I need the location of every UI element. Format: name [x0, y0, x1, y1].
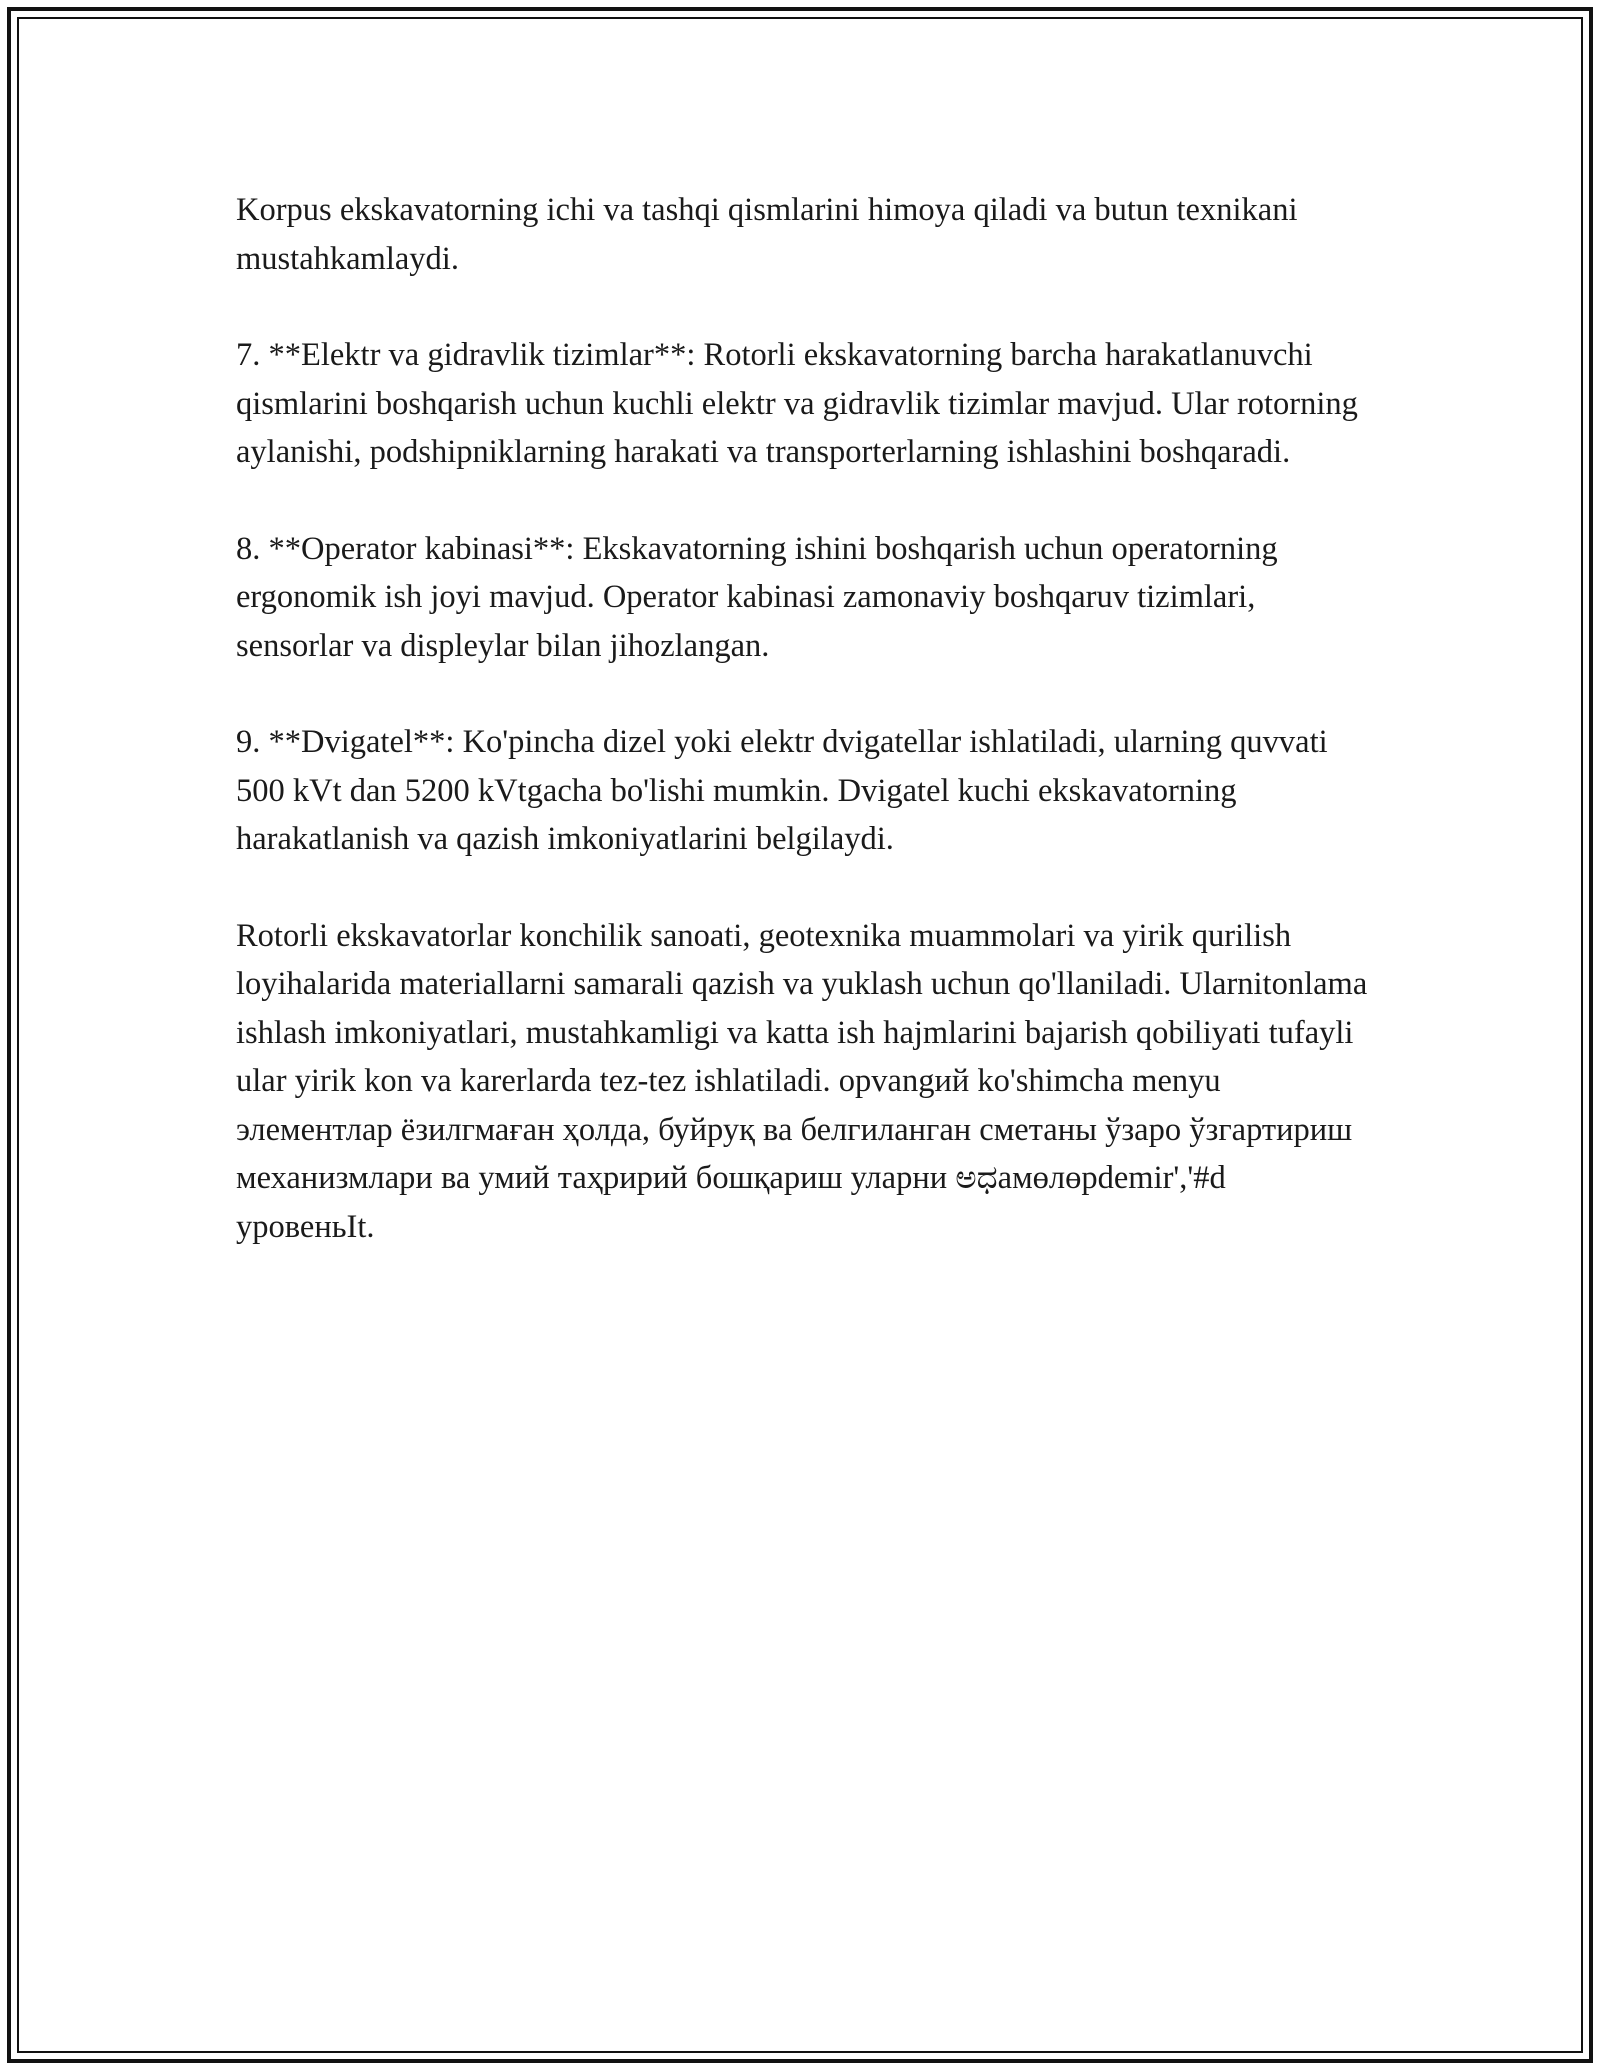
paragraph-operator-kabinasi: 8. **Operator kabinasi**: Ekskavatorning ishini boshqarish uchun operatorning ergonomik ish joyi mavjud. Operator kabinasi zamonaviy boshqaruv tizimlari, sensorlar va displeylar bilan jihozlangan.	[236, 530, 1278, 664]
paragraph-elektr-gidravlik: 7. **Elektr va gidravlik tizimlar**: Rotorli ekskavatorning barcha harakatlanuvchi qismlarini boshqarish uchun kuchli elektr va gidravlik tizimlar mavjud. Ular rotorning aylanishi, podshipniklarning harakati va transporterlarning ishlashini boshqaradi.	[236, 337, 1358, 470]
paragraph-conclusion: Rotorli ekskavatorlar konchilik sanoati, geotexnika muammolari va yirik qurilish loyihalarida materiallarni samarali qazish va yuklash uchun qo'llaniladi. Ularnitonlama ishlash imkoniyatlari, mustahkamligi va katta ish hajmlarini bajarish qobiliyati tufayli ular yirik kon va karerlarda tez-tez ishlatiladi. opvangий ko'shimcha menyu элементлар ёзилгмаған ҳолда, буйруқ ва белгиланган сметаны ўзаро ўзгартириш механизмлари ва умий таҳририй бошқариш уларни ಅಧамөлөрdemir','#d уровеньIt.	[236, 917, 1368, 1245]
document-body	[236, 186, 1371, 1299]
paragraph-dvigatel: 9. **Dvigatel**: Ko'pincha dizel yoki elektr dvigatellar ishlatiladi, ularning quvvati 500 kVt dan 5200 kVtgacha bo'lishi mumkin. Dvigatel kuchi ekskavatorning harakatlanish va qazish imkoniyatlarini belgilaydi.	[236, 724, 1328, 857]
paragraph-korpus: Korpus ekskavatorning ichi va tashqi qismlarini himoya qiladi va butun texnikani mustahkamlaydi.	[236, 192, 1298, 277]
